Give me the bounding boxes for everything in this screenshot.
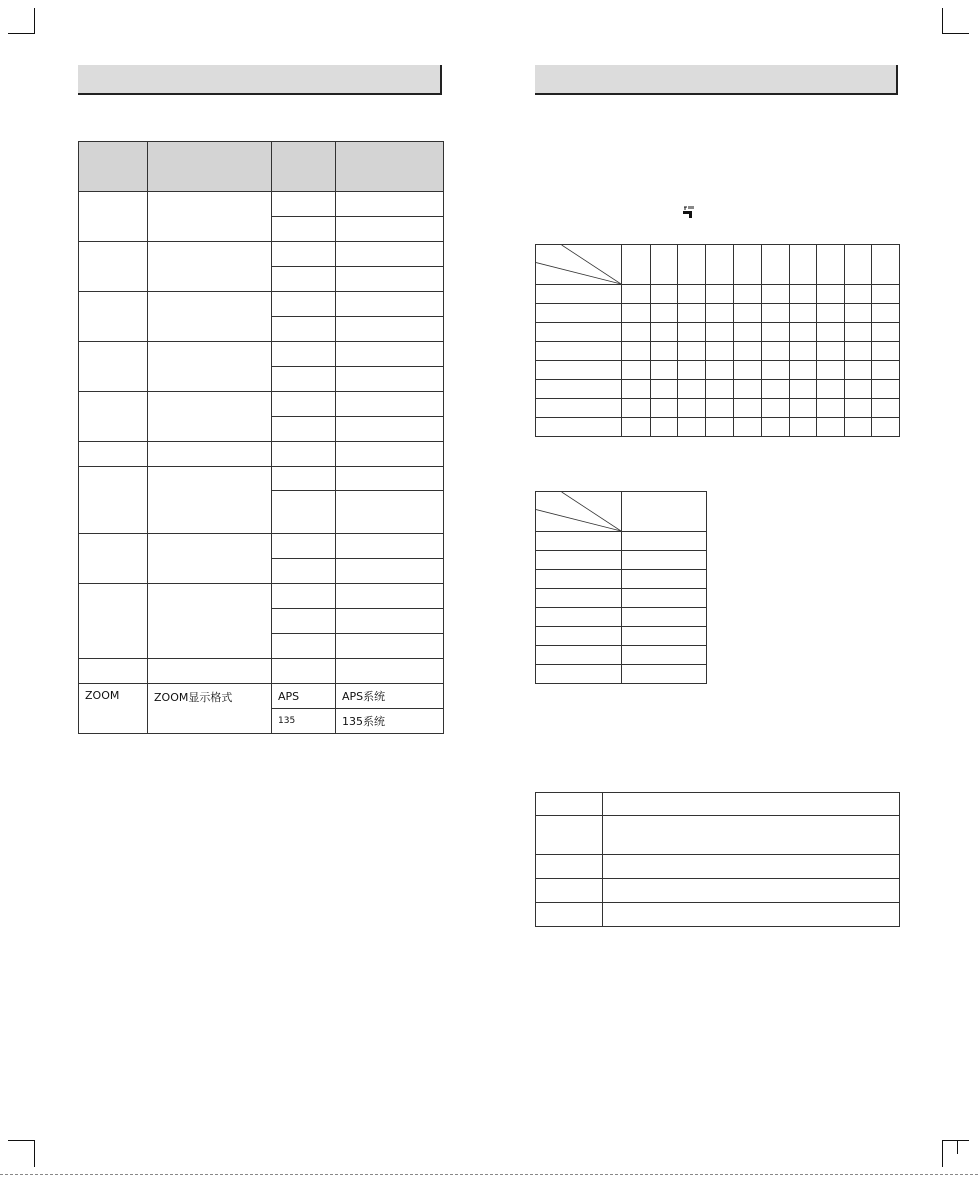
grid-cell	[678, 399, 706, 418]
grid-row	[536, 608, 707, 627]
table-cell	[336, 442, 444, 467]
table-cell	[336, 609, 444, 634]
table-cell	[272, 242, 336, 267]
table-cell	[79, 534, 148, 584]
grid-cell	[817, 418, 845, 437]
grid-cell	[872, 418, 900, 437]
grid-cell	[762, 399, 790, 418]
grid-row	[536, 361, 900, 380]
right-section-header	[535, 65, 898, 95]
table-cell	[272, 192, 336, 217]
table-cell	[79, 659, 148, 684]
grid-row	[536, 418, 900, 437]
grid-cell	[790, 418, 817, 437]
grid-cell	[706, 361, 734, 380]
grid-cell	[817, 399, 845, 418]
grid-header-row	[536, 492, 707, 532]
grid-cell	[651, 399, 678, 418]
diagonal-header-cell	[536, 245, 622, 285]
crop-mark	[942, 1140, 943, 1167]
grid-row	[536, 551, 707, 570]
grid-cell	[651, 342, 678, 361]
header-cell	[79, 142, 148, 192]
grid-cell	[845, 245, 872, 285]
grid-cell	[622, 608, 707, 627]
grid-cell	[734, 399, 762, 418]
table-cell	[272, 367, 336, 392]
header-cell	[148, 142, 272, 192]
grid-cell	[872, 285, 900, 304]
grid-cell	[678, 323, 706, 342]
grid-row	[536, 570, 707, 589]
grid-cell	[762, 323, 790, 342]
table-cell	[272, 392, 336, 417]
grid-cell	[872, 399, 900, 418]
grid-cell	[536, 570, 622, 589]
grid-cell	[790, 342, 817, 361]
grid-cell	[622, 551, 707, 570]
grid-cell	[845, 361, 872, 380]
grid-cell	[678, 304, 706, 323]
grid-row	[536, 304, 900, 323]
table-cell	[79, 242, 148, 292]
grid-cell	[790, 361, 817, 380]
table-cell	[603, 855, 900, 879]
table-cell	[336, 217, 444, 242]
table-cell	[148, 392, 272, 442]
grid-cell	[651, 418, 678, 437]
table-cell	[272, 584, 336, 609]
grid-cell	[651, 361, 678, 380]
table-row	[79, 534, 444, 559]
grid-cell	[622, 399, 651, 418]
grid-cell	[678, 245, 706, 285]
grid-cell	[762, 245, 790, 285]
grid-row	[536, 380, 900, 399]
table-cell	[79, 442, 148, 467]
table-cell	[336, 242, 444, 267]
table-header-row	[79, 142, 444, 192]
grid-cell	[706, 285, 734, 304]
grid-cell	[762, 361, 790, 380]
grid-cell	[536, 323, 622, 342]
grid-cell	[706, 304, 734, 323]
table-cell	[536, 879, 603, 903]
table-cell	[336, 491, 444, 534]
grid-cell	[536, 589, 622, 608]
table-cell	[148, 242, 272, 292]
table-row	[536, 816, 900, 855]
table-cell	[148, 442, 272, 467]
crop-mark	[942, 8, 943, 34]
table-cell	[336, 267, 444, 292]
settings-table	[78, 141, 444, 734]
grid-cell	[872, 380, 900, 399]
grid-cell	[622, 532, 707, 551]
grid-cell	[536, 342, 622, 361]
grid-cell	[845, 399, 872, 418]
table-cell	[79, 584, 148, 659]
grid-cell	[734, 323, 762, 342]
table-row	[536, 855, 900, 879]
grid-cell	[817, 380, 845, 399]
small-grid-table	[535, 491, 707, 684]
table-row	[536, 903, 900, 927]
grid-cell	[651, 323, 678, 342]
table-row	[79, 242, 444, 267]
table-cell	[603, 793, 900, 816]
crop-mark	[957, 1140, 958, 1154]
grid-cell	[651, 245, 678, 285]
grid-cell	[622, 285, 651, 304]
grid-cell	[536, 627, 622, 646]
left-section-header	[78, 65, 442, 95]
grid-cell	[845, 418, 872, 437]
grid-cell	[622, 418, 651, 437]
crop-mark	[34, 1140, 35, 1167]
grid-cell	[762, 304, 790, 323]
table-cell	[336, 342, 444, 367]
table-cell	[336, 367, 444, 392]
table-cell	[603, 816, 900, 855]
grid-cell	[762, 380, 790, 399]
crop-mark	[942, 33, 969, 34]
table-cell	[272, 217, 336, 242]
grid-cell	[734, 342, 762, 361]
grid-row	[536, 532, 707, 551]
crop-mark	[942, 1140, 969, 1141]
grid-cell	[790, 245, 817, 285]
table-cell	[336, 467, 444, 491]
grid-cell	[734, 380, 762, 399]
table-row	[536, 793, 900, 816]
grid-cell	[536, 285, 622, 304]
table-row	[79, 342, 444, 367]
grid-cell	[817, 361, 845, 380]
grid-cell	[790, 399, 817, 418]
grid-cell	[734, 304, 762, 323]
table-cell	[79, 292, 148, 342]
grid-cell	[622, 492, 707, 532]
table-cell	[336, 659, 444, 684]
grid-cell	[622, 323, 651, 342]
grid-cell	[734, 285, 762, 304]
grid-cell	[845, 285, 872, 304]
crop-mark	[8, 1140, 35, 1141]
notes-table	[535, 792, 900, 927]
table-cell	[336, 634, 444, 659]
table-row	[79, 467, 444, 491]
zoom-item-cell: ZOOM	[79, 684, 148, 734]
grid-row	[536, 646, 707, 665]
table-cell	[272, 267, 336, 292]
grid-cell	[790, 304, 817, 323]
table-row	[79, 659, 444, 684]
table-cell	[272, 609, 336, 634]
grid-cell	[790, 323, 817, 342]
table-cell	[336, 317, 444, 342]
table-cell	[272, 467, 336, 491]
grid-cell	[845, 342, 872, 361]
grid-cell	[706, 380, 734, 399]
page-fold-line	[0, 1174, 978, 1175]
grid-cell	[762, 418, 790, 437]
table-cell	[536, 793, 603, 816]
grid-cell	[536, 304, 622, 323]
grid-cell	[734, 245, 762, 285]
grid-cell	[622, 589, 707, 608]
grid-cell	[622, 342, 651, 361]
table-cell	[536, 903, 603, 927]
header-cell	[272, 142, 336, 192]
grid-cell	[622, 245, 651, 285]
grid-cell	[872, 245, 900, 285]
grid-cell	[536, 361, 622, 380]
table-cell	[272, 442, 336, 467]
grid-cell	[622, 380, 651, 399]
grid-cell	[678, 342, 706, 361]
table-cell	[148, 584, 272, 659]
zoom-option-cell: 135	[272, 709, 336, 734]
grid-cell	[817, 342, 845, 361]
table-cell	[79, 192, 148, 242]
grid-cell	[622, 361, 651, 380]
table-cell	[336, 559, 444, 584]
table-row	[79, 442, 444, 467]
grid-row	[536, 399, 900, 418]
grid-row	[536, 285, 900, 304]
grid-cell	[536, 380, 622, 399]
zoom-value-cell: 135系统	[336, 709, 444, 734]
grid-cell	[651, 304, 678, 323]
table-row	[79, 684, 444, 709]
grid-cell	[790, 380, 817, 399]
table-cell	[336, 392, 444, 417]
grid-cell	[734, 418, 762, 437]
zoom-value-cell: APS系统	[336, 684, 444, 709]
grid-cell	[706, 342, 734, 361]
table-cell	[148, 292, 272, 342]
table-cell	[148, 192, 272, 242]
grid-cell	[622, 646, 707, 665]
zoom-description-cell: ZOOM显示格式	[148, 684, 272, 734]
grid-cell	[790, 285, 817, 304]
grid-row	[536, 665, 707, 684]
table-cell	[148, 467, 272, 534]
grid-cell	[817, 323, 845, 342]
table-cell	[79, 342, 148, 392]
grid-cell	[622, 570, 707, 589]
table-cell	[336, 417, 444, 442]
grid-cell	[678, 361, 706, 380]
table-cell	[272, 491, 336, 534]
table-row	[79, 192, 444, 217]
grid-row	[536, 323, 900, 342]
grid-cell	[678, 418, 706, 437]
table-cell	[272, 534, 336, 559]
grid-cell	[817, 245, 845, 285]
mode-grid-table	[535, 244, 900, 437]
header-cell	[336, 142, 444, 192]
table-cell	[148, 659, 272, 684]
grid-cell	[678, 285, 706, 304]
table-cell	[603, 879, 900, 903]
grid-cell	[762, 342, 790, 361]
grid-row	[536, 627, 707, 646]
grid-cell	[706, 418, 734, 437]
table-cell	[603, 903, 900, 927]
grid-cell	[872, 342, 900, 361]
crop-mark	[34, 8, 35, 34]
grid-cell	[706, 323, 734, 342]
table-cell	[148, 342, 272, 392]
table-row	[79, 292, 444, 317]
camera-shooting-icon	[682, 205, 696, 219]
table-row	[536, 879, 900, 903]
table-cell	[536, 816, 603, 855]
grid-cell	[536, 608, 622, 627]
grid-cell	[845, 380, 872, 399]
table-cell	[336, 584, 444, 609]
table-cell	[272, 659, 336, 684]
table-cell	[536, 855, 603, 879]
grid-cell	[845, 323, 872, 342]
grid-cell	[817, 285, 845, 304]
grid-cell	[651, 285, 678, 304]
grid-cell	[622, 665, 707, 684]
grid-cell	[872, 304, 900, 323]
table-cell	[272, 317, 336, 342]
table-cell	[148, 534, 272, 584]
grid-cell	[536, 646, 622, 665]
grid-cell	[872, 323, 900, 342]
grid-cell	[762, 285, 790, 304]
grid-row	[536, 342, 900, 361]
grid-cell	[536, 418, 622, 437]
diagonal-header-cell	[536, 492, 622, 532]
grid-cell	[706, 245, 734, 285]
zoom-option-cell: APS	[272, 684, 336, 709]
table-cell	[272, 417, 336, 442]
table-cell	[336, 292, 444, 317]
grid-header-row	[536, 245, 900, 285]
table-cell	[272, 634, 336, 659]
grid-cell	[706, 399, 734, 418]
table-cell	[272, 559, 336, 584]
grid-cell	[536, 532, 622, 551]
grid-cell	[622, 627, 707, 646]
grid-cell	[678, 380, 706, 399]
table-row	[79, 584, 444, 609]
table-cell	[272, 342, 336, 367]
grid-cell	[536, 551, 622, 570]
grid-cell	[536, 665, 622, 684]
grid-cell	[872, 361, 900, 380]
grid-cell	[817, 304, 845, 323]
table-cell	[79, 392, 148, 442]
table-row	[79, 392, 444, 417]
crop-mark	[8, 33, 35, 34]
table-cell	[272, 292, 336, 317]
table-cell	[79, 467, 148, 534]
grid-row	[536, 589, 707, 608]
grid-cell	[845, 304, 872, 323]
grid-cell	[734, 361, 762, 380]
table-cell	[336, 534, 444, 559]
grid-cell	[651, 380, 678, 399]
grid-cell	[536, 399, 622, 418]
grid-cell	[622, 304, 651, 323]
table-cell	[336, 192, 444, 217]
